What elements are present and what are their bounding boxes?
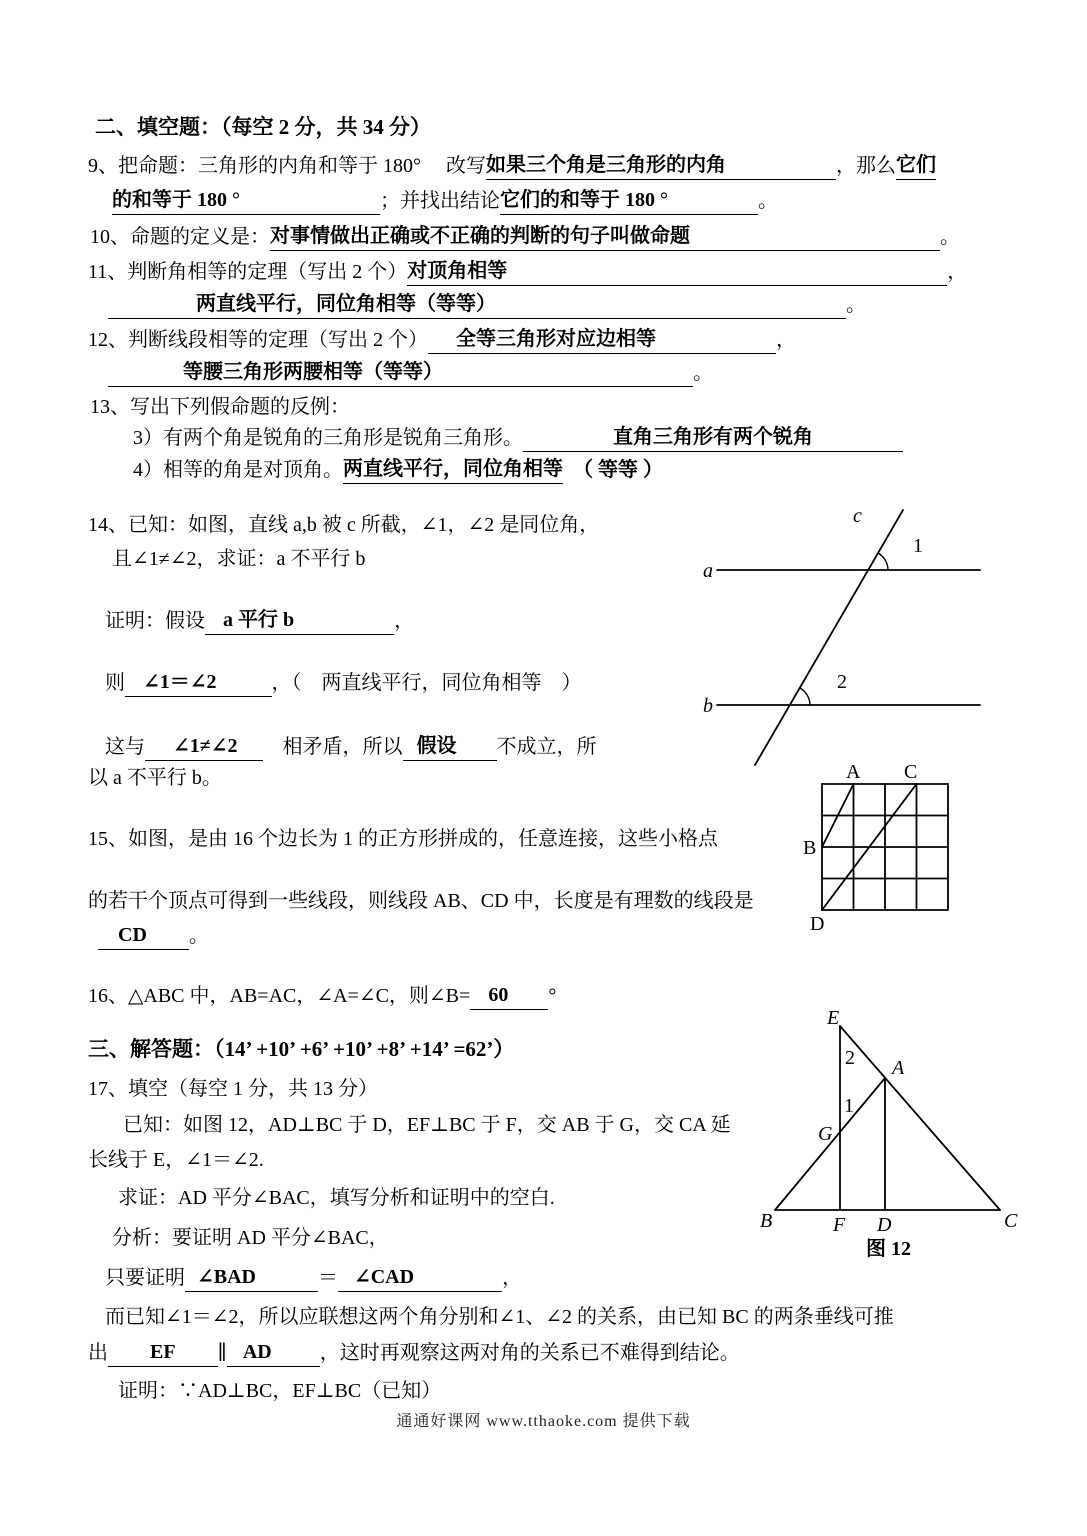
text-line [98, 922, 209, 950]
blank-underline [125, 695, 143, 697]
blank-answer: a 平行 b [223, 607, 294, 635]
text-segment: 这与 [105, 736, 145, 758]
text-line [88, 765, 222, 792]
label-line-c: c [853, 505, 862, 527]
label-point-A: A [892, 1057, 905, 1079]
blank-answer: ∠BAD [197, 1264, 256, 1292]
blank-underline [147, 948, 189, 950]
blank-answer: 它们 [896, 152, 936, 180]
blank-answer: 全等三角形对应边相等 [456, 326, 656, 354]
text-segment: 求证：AD 平分∠BAC，填写分析和证明中的空白. [118, 1187, 555, 1209]
text-line [105, 733, 597, 761]
blank-answer: ∠1＝∠2 [143, 669, 217, 697]
text-line [123, 1112, 731, 1139]
line-CE [840, 1026, 1000, 1210]
blank-underline [185, 1290, 197, 1292]
blank-answer: 60 [488, 982, 508, 1010]
blank-answer: 两直线平行，同位角相等 [343, 456, 563, 484]
text-line [105, 607, 414, 635]
blank-underline [496, 317, 846, 319]
text-segment: 证明：∵AD⊥BC，EF⊥BC（已知） [118, 1380, 442, 1402]
text-segment: ，（ 两直线平行，同位角相等 ） [271, 672, 582, 694]
blank-underline [217, 695, 272, 697]
blank-underline [108, 1365, 150, 1367]
text-segment: 16、△ABC 中，AB=AC，∠A=∠C，则∠B= [88, 985, 471, 1007]
blank-answer: 假设 [417, 733, 457, 761]
blank-answer: 它们的和等于 180 ° [500, 187, 668, 215]
blank-underline [690, 249, 940, 251]
text-segment: 。 [846, 294, 866, 316]
text-line [133, 424, 903, 452]
blank-underline [508, 1008, 548, 1010]
text-segment: 只要证明 [105, 1267, 185, 1289]
angle1-arc [878, 553, 888, 570]
text-segment: 以 a 不平行 b。 [88, 767, 222, 789]
blank-underline [108, 385, 183, 387]
text-line [88, 326, 796, 354]
blank-underline [813, 450, 903, 452]
text-segment: 已知：如图 12，AD⊥BC 于 D，EF⊥BC 于 F，交 AB 于 G，交 CA 延 [123, 1114, 731, 1136]
text-segment: 3）有两个角是锐角的三角形是锐角三角形。 [133, 427, 523, 449]
text-line [105, 1264, 522, 1292]
text-segment: 。 [940, 226, 960, 248]
text-line [112, 187, 778, 215]
text-line [108, 291, 866, 319]
text-segment: 分析：要证明 AD 平分∠BAC， [112, 1227, 389, 1249]
text-segment: 。 [188, 925, 209, 947]
blank-answer: 等腰三角形两腰相等（等等） [183, 359, 443, 387]
text-segment: 证明：假设 [105, 610, 205, 632]
label-angle-1: 1 [913, 535, 923, 557]
blank-answer: CD [118, 922, 147, 950]
blank-answer: 两直线平行，同位角相等（等等） [196, 291, 496, 319]
text-segment: 13、写出下列假命题的反例： [90, 396, 350, 418]
text-line [88, 152, 936, 180]
blank-underline [414, 1290, 502, 1292]
text-segment: 而已知∠1＝∠2，所以应联想这两个角分别和∠1、∠2 的关系，由已知 BC 的两条垂线可推 [105, 1306, 894, 1328]
text-segment: 11、判断角相等的定理（写出 2 个） [88, 261, 408, 283]
blank-underline [428, 352, 456, 354]
blank-answer: 的和等于 180 ° [112, 187, 240, 215]
blank-answer: ∠1≠∠2 [173, 733, 238, 761]
label-angle-2: 2 [845, 1047, 855, 1069]
blank-underline [176, 1365, 218, 1367]
text-line [88, 258, 967, 286]
section-heading [88, 1036, 514, 1064]
text-segment: 14、已知：如图，直线 a,b 被 c 所截，∠1，∠2 是同位角， [88, 514, 600, 536]
blank-underline [338, 1290, 354, 1292]
grid-lines [822, 784, 948, 910]
text-segment: ， [394, 610, 415, 632]
blank-underline [238, 759, 263, 761]
blank-underline [403, 759, 417, 761]
text-line [133, 456, 663, 484]
figure-triangle [755, 1007, 1045, 1262]
blank-underline [227, 1365, 243, 1367]
text-segment: ，那么 [836, 155, 896, 177]
text-segment: ；并找出结论 [380, 190, 500, 212]
blank-underline [145, 759, 173, 761]
text-segment: 则 [105, 672, 125, 694]
text-line [88, 982, 556, 1010]
text-line [118, 1378, 441, 1405]
text-line [108, 359, 713, 387]
text-segment: 不成立，所 [496, 736, 597, 758]
text-segment: 出 [88, 1342, 108, 1364]
blank-underline [256, 1290, 318, 1292]
text-segment: ， [776, 329, 796, 351]
text-line [88, 888, 754, 915]
text-segment: ° [548, 985, 557, 1007]
text-segment: 二、填空题：（每空 2 分，共 34 分） [95, 115, 431, 139]
text-line [90, 394, 350, 421]
blank-answer: 如果三个角是三角形的内角 [486, 152, 726, 180]
section-heading [95, 114, 431, 142]
text-segment: ，这时再观察这两对角的关系已不难得到结论。 [319, 1342, 740, 1364]
blank-underline [294, 633, 394, 635]
label-point-F: F [833, 1214, 846, 1236]
text-line [118, 1185, 555, 1212]
line-c [755, 510, 903, 765]
blank-answer: EF [150, 1339, 176, 1367]
text-segment: 。 [758, 190, 778, 212]
label-line-a: a [703, 560, 713, 582]
blank-underline [656, 352, 776, 354]
text-line [105, 669, 582, 697]
text-line [112, 1225, 389, 1252]
blank-underline [205, 633, 223, 635]
label-point-G: G [818, 1123, 833, 1145]
figure12-caption: 图 12 [866, 1238, 911, 1260]
blank-underline [98, 948, 118, 950]
label-line-b: b [703, 695, 713, 717]
blank-underline [507, 284, 947, 286]
label-point-B: B [760, 1210, 773, 1232]
text-segment: ∥ [217, 1342, 227, 1364]
blank-answer: 对顶角相等 [407, 258, 507, 286]
text-segment: 且∠1≠∠2，求证：a 不平行 b [112, 548, 366, 570]
text-line [88, 826, 718, 853]
angle2-arc [800, 688, 810, 705]
label-point-C: C [1004, 1210, 1018, 1232]
text-segment: 三、解答题：（14’ +10’ +6’ +10’ +8’ +14’ =62’） [88, 1037, 515, 1061]
text-segment: 4）相等的角是对顶角。 [133, 459, 343, 481]
label-point-D: D [810, 913, 825, 935]
blank-underline [470, 1008, 488, 1010]
text-segment: 15、如图，是由 16 个边长为 1 的正方形拼成的，任意连接，这些小格点 [88, 828, 718, 850]
footer-text: 通通好课网 www.tthaoke.com 提供下载 [396, 1413, 691, 1430]
label-point-E: E [827, 1007, 840, 1029]
text-line [112, 546, 365, 573]
blank-answer: 对事情做出正确或不正确的判断的句子叫做命题 [270, 223, 690, 251]
blank-underline [523, 450, 613, 452]
text-segment: 。 [693, 362, 713, 384]
text-segment: 相矛盾，所以 [262, 736, 403, 758]
blank-answer: 直角三角形有两个锐角 [613, 424, 813, 452]
text-segment: ， [947, 261, 968, 283]
text-line [105, 1304, 894, 1331]
blank-answer: AD [243, 1339, 272, 1367]
figure-transversal [695, 500, 995, 775]
text-line [88, 1076, 378, 1103]
text-segment: ， [502, 1267, 523, 1289]
label-point-D: D [877, 1214, 892, 1236]
text-line [90, 223, 960, 251]
text-segment: 9、把命题：三角形的内角和等于 180° 改写 [88, 155, 486, 177]
label-point-A: A [846, 761, 861, 783]
blank-underline [272, 1365, 320, 1367]
blank-underline [457, 759, 497, 761]
blank-underline [108, 317, 196, 319]
blank-underline [443, 385, 693, 387]
text-segment: 17、填空（每空 1 分，共 13 分） [88, 1078, 378, 1100]
text-segment: （ 等等 ） [563, 459, 663, 481]
text-segment: 的若干个顶点可得到一些线段，则线段 AB、CD 中，长度是有理数的线段是 [88, 890, 754, 912]
text-segment: 长线于 E，∠1＝∠2. [88, 1149, 264, 1171]
label-point-C: C [904, 761, 918, 783]
label-angle-1: 1 [844, 1095, 854, 1117]
blank-answer: ∠CAD [354, 1264, 414, 1292]
label-angle-2: 2 [837, 671, 847, 693]
label-point-B: B [803, 837, 817, 859]
blank-underline [726, 178, 836, 180]
text-segment: ＝ [317, 1267, 338, 1289]
text-segment: 12、判断线段相等的定理（写出 2 个） [88, 329, 428, 351]
figure-grid [800, 762, 970, 942]
blank-underline [668, 213, 758, 215]
text-line [88, 1339, 740, 1367]
blank-underline [240, 213, 380, 215]
text-line [88, 512, 599, 539]
text-segment: 10、命题的定义是： [90, 226, 270, 248]
text-line [88, 1147, 264, 1174]
